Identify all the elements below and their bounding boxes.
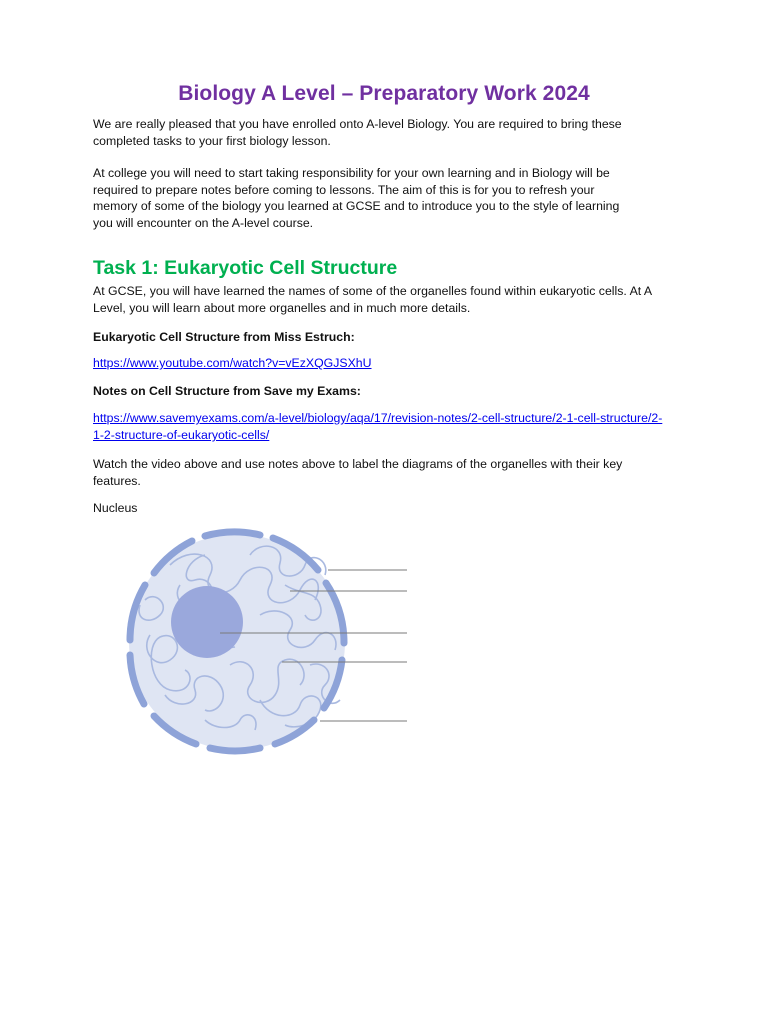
resource1-link[interactable]: https://www.youtube.com/watch?v=vEzXQGJSXhU	[93, 356, 372, 370]
task1-heading: Task 1: Eukaryotic Cell Structure	[93, 257, 398, 279]
task1-description: At GCSE, you will have learned the names of some of the organelles found within eukaryotic cells. At A Level, you will learn about more organelles and in much more details.	[93, 284, 652, 315]
intro-paragraph-1: We are really pleased that you have enrolled onto A-level Biology. You are required to bring these completed tasks to your first biology lesson.	[93, 117, 622, 148]
nucleus-diagram	[110, 525, 410, 760]
page-title: Biology A Level – Preparatory Work 2024	[178, 82, 590, 106]
resource1-label: Eukaryotic Cell Structure from Miss Estruch:	[93, 330, 355, 344]
resource2-link[interactable]: https://www.savemyexams.com/a-level/biology/aqa/17/revision-notes/2-cell-structure/2-1-cell-structure/2-1-2-structure-of-eukaryotic-cells/	[93, 411, 663, 442]
task1-instruction: Watch the video above and use notes above to label the diagrams of the organelles with their key features.	[93, 457, 623, 488]
resource2-label: Notes on Cell Structure from Save my Exams:	[93, 384, 361, 398]
nucleolus	[171, 586, 243, 658]
intro-paragraph-2: At college you will need to start taking responsibility for your own learning and in Biology will be required to prepare notes before coming to lessons. The aim of this is for you to refresh your memory of some of the biology you learned at GCSE and to introduce you to the style of learning you will encounter on the A-level course.	[93, 166, 620, 230]
diagram-caption: Nucleus	[93, 501, 138, 515]
